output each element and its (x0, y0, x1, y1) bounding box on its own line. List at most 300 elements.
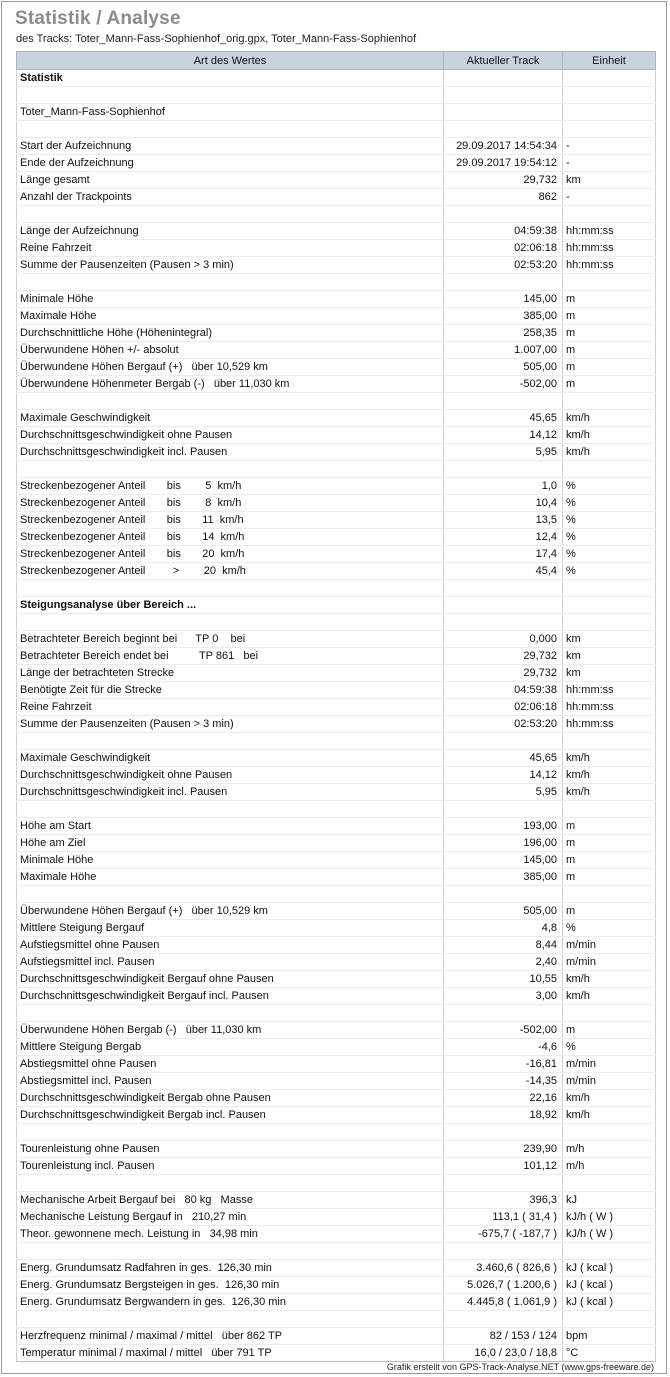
table-row (17, 1226, 656, 1243)
unit-cell: m (563, 903, 656, 920)
label-cell: Statistik (17, 70, 444, 87)
value-cell: 4,8 (444, 920, 563, 937)
label-cell: Durchschnittsgeschwindigkeit incl. Pausen (17, 444, 444, 461)
label-cell: Länge der Aufzeichnung (17, 223, 444, 240)
table-row (17, 1107, 656, 1124)
unit-cell: hh:mm:ss (563, 716, 656, 733)
table-row (17, 580, 656, 597)
value-cell: 02:06:18 (444, 240, 563, 257)
unit-cell: - (563, 155, 656, 172)
unit-cell: hh:mm:ss (563, 240, 656, 257)
label-cell: Durchschnittsgeschwindigkeit ohne Pausen (17, 767, 444, 784)
unit-cell: m (563, 291, 656, 308)
value-cell (444, 1005, 563, 1022)
unit-cell: % (563, 563, 656, 580)
unit-cell: km (563, 648, 656, 665)
unit-cell: kJ (563, 1192, 656, 1209)
table-row (17, 189, 656, 206)
value-cell: -16,81 (444, 1056, 563, 1073)
table-row (17, 699, 656, 716)
unit-cell (563, 580, 656, 597)
table-row (17, 274, 656, 291)
unit-cell: km/h (563, 444, 656, 461)
label-cell: Energ. Grundumsatz Bergsteigen in ges. 126,30 min (17, 1277, 444, 1294)
value-cell: 5,95 (444, 784, 563, 801)
label-cell: Streckenbezogener Anteil bis 11 km/h (17, 512, 444, 529)
label-cell: Reine Fahrzeit (17, 240, 444, 257)
value-cell: 17,4 (444, 546, 563, 563)
value-cell (444, 597, 563, 614)
unit-cell: m (563, 818, 656, 835)
unit-cell: m (563, 852, 656, 869)
label-cell (17, 461, 444, 478)
unit-cell (563, 886, 656, 903)
table-row (17, 1294, 656, 1311)
label-cell (17, 886, 444, 903)
value-cell: 29.09.2017 14:54:34 (444, 138, 563, 155)
value-cell: 145,00 (444, 852, 563, 869)
value-cell: 145,00 (444, 291, 563, 308)
value-cell (444, 733, 563, 750)
value-cell: 258,35 (444, 325, 563, 342)
section-header-row (17, 597, 656, 614)
value-cell: 3.460,6 ( 826,6 ) (444, 1260, 563, 1277)
value-cell: 862 (444, 189, 563, 206)
table-row (17, 716, 656, 733)
label-cell: Durchschnittliche Höhe (Höhenintegral) (17, 325, 444, 342)
value-cell: 18,92 (444, 1107, 563, 1124)
table-row (17, 376, 656, 393)
unit-cell: bpm (563, 1328, 656, 1345)
unit-cell: kJ ( kcal ) (563, 1277, 656, 1294)
table-row (17, 444, 656, 461)
label-cell: Maximale Höhe (17, 869, 444, 886)
label-cell: Länge gesamt (17, 172, 444, 189)
label-cell: Tourenleistung ohne Pausen (17, 1141, 444, 1158)
unit-cell: % (563, 1039, 656, 1056)
table-row (17, 1039, 656, 1056)
value-cell: 45,65 (444, 750, 563, 767)
table-row (17, 1073, 656, 1090)
unit-cell: m (563, 342, 656, 359)
label-cell: Überwundene Höhen +/- absolut (17, 342, 444, 359)
value-cell: 5.026,7 ( 1.200,6 ) (444, 1277, 563, 1294)
value-cell: 239,90 (444, 1141, 563, 1158)
table-row (17, 393, 656, 410)
value-cell: 13,5 (444, 512, 563, 529)
label-cell: Herzfrequenz minimal / maximal / mittel über 862 TP (17, 1328, 444, 1345)
unit-cell: kJ ( kcal ) (563, 1294, 656, 1311)
unit-cell: m (563, 359, 656, 376)
table-row (17, 920, 656, 937)
label-cell: Streckenbezogener Anteil > 20 km/h (17, 563, 444, 580)
unit-cell: km (563, 631, 656, 648)
unit-cell (563, 801, 656, 818)
table-row (17, 801, 656, 818)
label-cell: Maximale Höhe (17, 308, 444, 325)
value-cell (444, 1124, 563, 1141)
table-row (17, 1345, 656, 1362)
label-cell: Betrachteter Bereich endet bei TP 861 bei (17, 648, 444, 665)
label-cell: Mechanische Leistung Bergauf in 210,27 min (17, 1209, 444, 1226)
table-row (17, 495, 656, 512)
column-header-unit: Einheit (563, 52, 656, 70)
label-cell: Mittlere Steigung Bergauf (17, 920, 444, 937)
table-row (17, 971, 656, 988)
table-row (17, 852, 656, 869)
table-row (17, 1141, 656, 1158)
unit-cell: % (563, 529, 656, 546)
table-row (17, 665, 656, 682)
value-cell: 14,12 (444, 767, 563, 784)
table-row (17, 818, 656, 835)
label-cell: Mittlere Steigung Bergab (17, 1039, 444, 1056)
table-row (17, 631, 656, 648)
table-row (17, 886, 656, 903)
unit-cell (563, 121, 656, 138)
label-cell: Benötigte Zeit für die Strecke (17, 682, 444, 699)
table-row (17, 1056, 656, 1073)
value-cell: -4,6 (444, 1039, 563, 1056)
label-cell: Aufstiegsmittel ohne Pausen (17, 937, 444, 954)
unit-cell: hh:mm:ss (563, 699, 656, 716)
label-cell (17, 580, 444, 597)
label-cell: Überwundene Höhen Bergauf (+) über 10,529 km (17, 359, 444, 376)
unit-cell: m/h (563, 1141, 656, 1158)
value-cell: 396,3 (444, 1192, 563, 1209)
table-row (17, 1311, 656, 1328)
unit-cell: m (563, 1022, 656, 1039)
value-cell: 45,65 (444, 410, 563, 427)
table-row (17, 461, 656, 478)
value-cell: 12,4 (444, 529, 563, 546)
label-cell: Maximale Geschwindigkeit (17, 750, 444, 767)
unit-cell: kJ/h ( W ) (563, 1209, 656, 1226)
unit-cell: - (563, 138, 656, 155)
table-row (17, 869, 656, 886)
unit-cell: % (563, 495, 656, 512)
label-cell: Temperatur minimal / maximal / mittel über 791 TP (17, 1345, 444, 1362)
label-cell: Maximale Geschwindigkeit (17, 410, 444, 427)
value-cell (444, 1175, 563, 1192)
value-cell: 196,00 (444, 835, 563, 852)
unit-cell: km/h (563, 784, 656, 801)
value-cell: -675,7 ( -187,7 ) (444, 1226, 563, 1243)
unit-cell: km/h (563, 750, 656, 767)
label-cell (17, 87, 444, 104)
unit-cell: % (563, 546, 656, 563)
unit-cell (563, 87, 656, 104)
label-cell: Minimale Höhe (17, 852, 444, 869)
table-header-row (17, 52, 656, 70)
value-cell: 02:53:20 (444, 257, 563, 274)
label-cell (17, 1175, 444, 1192)
unit-cell: hh:mm:ss (563, 682, 656, 699)
label-cell: Streckenbezogener Anteil bis 20 km/h (17, 546, 444, 563)
label-cell: Start der Aufzeichnung (17, 138, 444, 155)
value-cell (444, 70, 563, 87)
table-row (17, 733, 656, 750)
value-cell: 04:59:38 (444, 682, 563, 699)
value-cell: 8,44 (444, 937, 563, 954)
label-cell: Überwundene Höhenmeter Bergab (-) über 11,030 km (17, 376, 444, 393)
table-row (17, 988, 656, 1005)
table-row (17, 954, 656, 971)
table-row (17, 563, 656, 580)
table-row (17, 1090, 656, 1107)
label-cell: Betrachteter Bereich beginnt bei TP 0 bei (17, 631, 444, 648)
table-row (17, 240, 656, 257)
unit-cell (563, 206, 656, 223)
table-row (17, 546, 656, 563)
unit-cell: km/h (563, 971, 656, 988)
table-row (17, 1328, 656, 1345)
table-row (17, 172, 656, 189)
table-row (17, 1175, 656, 1192)
unit-cell: m/min (563, 1056, 656, 1073)
unit-cell: km/h (563, 1107, 656, 1124)
table-row (17, 784, 656, 801)
unit-cell (563, 1005, 656, 1022)
value-cell: 16,0 / 23,0 / 18,8 (444, 1345, 563, 1362)
unit-cell: m/h (563, 1158, 656, 1175)
label-cell: Toter_Mann-Fass-Sophienhof (17, 104, 444, 121)
report-title: Statistik / Analyse (15, 8, 181, 29)
label-cell: Länge der betrachteten Strecke (17, 665, 444, 682)
unit-cell: km (563, 172, 656, 189)
value-cell: 385,00 (444, 308, 563, 325)
table-row (17, 1209, 656, 1226)
label-cell: Ende der Aufzeichnung (17, 155, 444, 172)
value-cell: 29,732 (444, 648, 563, 665)
table-row (17, 291, 656, 308)
value-cell: 02:06:18 (444, 699, 563, 716)
value-cell (444, 801, 563, 818)
label-cell: Theor. gewonnene mech. Leistung in 34,98 min (17, 1226, 444, 1243)
value-cell: -502,00 (444, 1022, 563, 1039)
label-cell: Durchschnittsgeschwindigkeit ohne Pausen (17, 427, 444, 444)
unit-cell: m/min (563, 954, 656, 971)
label-cell: Streckenbezogener Anteil bis 14 km/h (17, 529, 444, 546)
label-cell: Reine Fahrzeit (17, 699, 444, 716)
label-cell: Höhe am Start (17, 818, 444, 835)
value-cell: 1,0 (444, 478, 563, 495)
column-header-type: Art des Wertes (17, 52, 444, 70)
table-row (17, 1022, 656, 1039)
unit-cell (563, 70, 656, 87)
value-cell: 82 / 153 / 124 (444, 1328, 563, 1345)
unit-cell (563, 733, 656, 750)
unit-cell: km/h (563, 767, 656, 784)
label-cell (17, 614, 444, 631)
table-row (17, 223, 656, 240)
label-cell: Minimale Höhe (17, 291, 444, 308)
unit-cell: hh:mm:ss (563, 257, 656, 274)
label-cell: Durchschnittsgeschwindigkeit Bergab incl. Pausen (17, 1107, 444, 1124)
unit-cell: km (563, 665, 656, 682)
table-row (17, 410, 656, 427)
table-row (17, 1005, 656, 1022)
value-cell: 02:53:20 (444, 716, 563, 733)
unit-cell: m (563, 835, 656, 852)
value-cell: 113,1 ( 31,4 ) (444, 1209, 563, 1226)
table-row (17, 478, 656, 495)
value-cell: 1.007,00 (444, 342, 563, 359)
value-cell: 29,732 (444, 172, 563, 189)
label-cell: Summe der Pausenzeiten (Pausen > 3 min) (17, 257, 444, 274)
table-row (17, 427, 656, 444)
column-header-current-track: Aktueller Track (444, 52, 563, 70)
unit-cell: m (563, 376, 656, 393)
unit-cell: m/min (563, 1073, 656, 1090)
unit-cell: m (563, 308, 656, 325)
unit-cell: m (563, 325, 656, 342)
label-cell (17, 274, 444, 291)
unit-cell (563, 1124, 656, 1141)
value-cell (444, 274, 563, 291)
label-cell: Anzahl der Trackpoints (17, 189, 444, 206)
value-cell: 385,00 (444, 869, 563, 886)
value-cell (444, 206, 563, 223)
label-cell: Überwundene Höhen Bergauf (+) über 10,529 km (17, 903, 444, 920)
value-cell: -502,00 (444, 376, 563, 393)
value-cell: 10,55 (444, 971, 563, 988)
value-cell (444, 87, 563, 104)
table-row (17, 138, 656, 155)
label-cell: Mechanische Arbeit Bergauf bei 80 kg Masse (17, 1192, 444, 1209)
table-row (17, 121, 656, 138)
table-row (17, 767, 656, 784)
label-cell (17, 1243, 444, 1260)
unit-cell (563, 104, 656, 121)
unit-cell (563, 1175, 656, 1192)
table-row (17, 937, 656, 954)
value-cell (444, 1311, 563, 1328)
unit-cell: °C (563, 1345, 656, 1362)
table-row (17, 1277, 656, 1294)
table-row (17, 325, 656, 342)
value-cell (444, 104, 563, 121)
label-cell: Energ. Grundumsatz Radfahren in ges. 126,30 min (17, 1260, 444, 1277)
value-cell: 0,000 (444, 631, 563, 648)
table-row (17, 512, 656, 529)
value-cell: 10,4 (444, 495, 563, 512)
unit-cell: kJ ( kcal ) (563, 1260, 656, 1277)
unit-cell (563, 461, 656, 478)
unit-cell: km/h (563, 988, 656, 1005)
value-cell: -14,35 (444, 1073, 563, 1090)
value-cell (444, 121, 563, 138)
table-row (17, 155, 656, 172)
unit-cell (563, 1243, 656, 1260)
table-row (17, 903, 656, 920)
table-row (17, 1124, 656, 1141)
label-cell: Streckenbezogener Anteil bis 5 km/h (17, 478, 444, 495)
value-cell (444, 461, 563, 478)
label-cell (17, 1124, 444, 1141)
value-cell: 2,40 (444, 954, 563, 971)
value-cell: 4.445,8 ( 1.061,9 ) (444, 1294, 563, 1311)
table-row (17, 1192, 656, 1209)
table-row (17, 835, 656, 852)
unit-cell: km/h (563, 427, 656, 444)
unit-cell (563, 274, 656, 291)
label-cell (17, 121, 444, 138)
value-cell: 45,4 (444, 563, 563, 580)
statistics-table (16, 51, 656, 1362)
unit-cell (563, 614, 656, 631)
footer-credit: Grafik erstellt von GPS-Track-Analyse.NET (www.gps-freeware.de) (386, 1362, 654, 1372)
value-cell (444, 1243, 563, 1260)
unit-cell: % (563, 920, 656, 937)
label-cell: Aufstiegsmittel incl. Pausen (17, 954, 444, 971)
report-subtitle: des Tracks: Toter_Mann-Fass-Sophienhof_orig.gpx, Toter_Mann-Fass-Sophienhof (16, 33, 417, 45)
table-row (17, 1260, 656, 1277)
table-row (17, 529, 656, 546)
label-cell (17, 206, 444, 223)
label-cell: Energ. Grundumsatz Bergwandern in ges. 126,30 min (17, 1294, 444, 1311)
unit-cell: km/h (563, 1090, 656, 1107)
label-cell (17, 1005, 444, 1022)
label-cell: Durchschnittsgeschwindigkeit incl. Pausen (17, 784, 444, 801)
unit-cell: m (563, 869, 656, 886)
table-row (17, 614, 656, 631)
value-cell: 04:59:38 (444, 223, 563, 240)
label-cell: Durchschnittsgeschwindigkeit Bergauf incl. Pausen (17, 988, 444, 1005)
unit-cell (563, 393, 656, 410)
table-row (17, 682, 656, 699)
value-cell: 505,00 (444, 903, 563, 920)
label-cell: Streckenbezogener Anteil bis 8 km/h (17, 495, 444, 512)
label-cell: Steigungsanalyse über Bereich ... (17, 597, 444, 614)
unit-cell: m/min (563, 937, 656, 954)
label-cell: Durchschnittsgeschwindigkeit Bergab ohne Pausen (17, 1090, 444, 1107)
table-row (17, 1158, 656, 1175)
value-cell: 505,00 (444, 359, 563, 376)
label-cell: Abstiegsmittel ohne Pausen (17, 1056, 444, 1073)
label-cell (17, 733, 444, 750)
section-header-row (17, 70, 656, 87)
table-row (17, 342, 656, 359)
value-cell (444, 393, 563, 410)
label-cell (17, 393, 444, 410)
value-cell: 101,12 (444, 1158, 563, 1175)
value-cell: 29.09.2017 19:54:12 (444, 155, 563, 172)
label-cell: Überwundene Höhen Bergab (-) über 11,030 km (17, 1022, 444, 1039)
value-cell: 29,732 (444, 665, 563, 682)
value-cell (444, 580, 563, 597)
value-cell: 14,12 (444, 427, 563, 444)
label-cell: Höhe am Ziel (17, 835, 444, 852)
value-cell: 3,00 (444, 988, 563, 1005)
table-row (17, 648, 656, 665)
value-cell: 193,00 (444, 818, 563, 835)
label-cell: Tourenleistung incl. Pausen (17, 1158, 444, 1175)
label-cell: Summe der Pausenzeiten (Pausen > 3 min) (17, 716, 444, 733)
unit-cell (563, 597, 656, 614)
table-row (17, 104, 656, 121)
table-row (17, 87, 656, 104)
unit-cell: km/h (563, 410, 656, 427)
table-row (17, 308, 656, 325)
table-row (17, 206, 656, 223)
label-cell: Abstiegsmittel incl. Pausen (17, 1073, 444, 1090)
table-row (17, 257, 656, 274)
table-row (17, 359, 656, 376)
value-cell (444, 886, 563, 903)
unit-cell: - (563, 189, 656, 206)
unit-cell: % (563, 512, 656, 529)
